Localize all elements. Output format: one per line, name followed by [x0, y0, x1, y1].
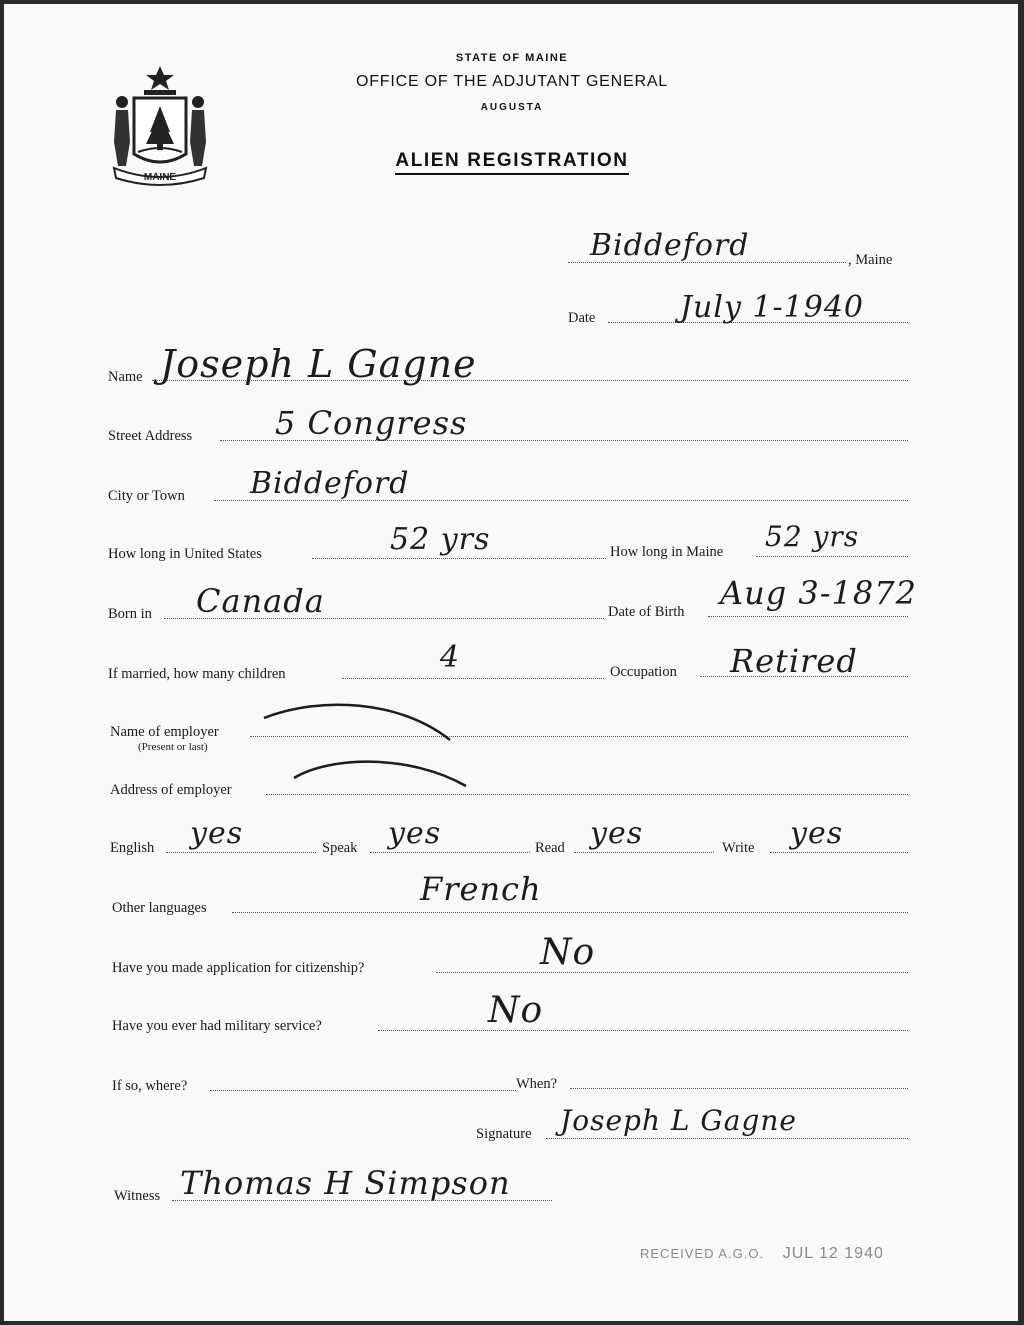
write-value: yes	[790, 816, 844, 851]
how-long-maine-label: How long in Maine	[610, 544, 724, 560]
english-value: yes	[190, 816, 244, 851]
citizenship-label: Have you made application for citizenship?	[112, 960, 365, 976]
employer-name-label: Name of employer	[110, 724, 219, 740]
occupation-value: Retired	[730, 642, 858, 680]
maine-label: , Maine	[848, 252, 893, 268]
date-of-birth-label: Date of Birth	[608, 604, 685, 620]
city-label: City or Town	[108, 488, 185, 504]
how-long-us-value: 52 yrs	[390, 522, 491, 557]
witness-value: Thomas H Simpson	[180, 1164, 511, 1202]
military-value: No	[488, 990, 544, 1031]
how-long-us-label: How long in United States	[108, 546, 262, 562]
speak-line	[370, 852, 530, 853]
employer-name-sublabel: (Present or last)	[138, 741, 208, 753]
employer-address-dash-icon	[290, 752, 470, 792]
when-label: When?	[516, 1076, 558, 1092]
read-value: yes	[590, 816, 644, 851]
form-title-text: ALIEN REGISTRATION	[395, 150, 628, 175]
born-in-label: Born in	[108, 606, 152, 622]
write-label: Write	[722, 840, 755, 856]
where-label: If so, where?	[112, 1078, 188, 1094]
english-line	[166, 852, 316, 853]
seal-label: MAINE	[143, 172, 177, 183]
children-line	[342, 678, 604, 679]
header-city: AUGUSTA	[480, 102, 544, 113]
date-value: July 1-1940	[680, 290, 864, 325]
how-long-maine-value: 52 yrs	[765, 520, 860, 553]
citizenship-value: No	[540, 932, 596, 973]
military-line	[378, 1030, 908, 1031]
where-line	[210, 1090, 516, 1091]
date-of-birth-value: Aug 3-1872	[720, 574, 917, 612]
witness-label: Witness	[114, 1188, 161, 1204]
english-label: English	[110, 840, 155, 856]
header-office: OFFICE OF THE ADJUTANT GENERAL	[355, 73, 669, 90]
children-label: If married, how many children	[108, 666, 286, 682]
street-label: Street Address	[108, 428, 193, 444]
other-languages-line	[232, 912, 908, 913]
when-line	[570, 1088, 908, 1089]
how-long-us-line	[312, 558, 606, 559]
speak-value: yes	[388, 816, 442, 851]
city-value: Biddeford	[250, 466, 410, 501]
street-value: 5 Congress	[275, 404, 468, 442]
employer-address-line	[266, 794, 908, 795]
occupation-label: Occupation	[610, 664, 677, 680]
children-value: 4	[440, 640, 461, 675]
born-in-value: Canada	[196, 582, 325, 620]
how-long-maine-line	[756, 556, 908, 557]
date-of-birth-line	[708, 616, 908, 617]
speak-label: Speak	[322, 840, 358, 856]
town-value: Biddeford	[590, 228, 750, 263]
registration-form	[4, 4, 1018, 1321]
read-line	[574, 852, 714, 853]
write-line	[770, 852, 908, 853]
header-state: STATE OF MAINE	[455, 52, 569, 64]
received-stamp	[640, 1245, 884, 1263]
read-label: Read	[535, 840, 565, 856]
date-label: Date	[568, 310, 596, 326]
signature-value: Joseph L Gagne	[560, 1104, 797, 1137]
other-languages-label: Other languages	[112, 900, 207, 916]
employer-address-label: Address of employer	[110, 782, 232, 798]
form-title	[0, 150, 1024, 172]
received-stamp-label: RECEIVED A.G.O.	[640, 1246, 765, 1261]
signature-label: Signature	[476, 1126, 532, 1142]
received-stamp-date: JUL 12 1940	[782, 1245, 884, 1262]
employer-name-dash-icon	[260, 696, 460, 746]
name-label: Name	[108, 369, 143, 385]
other-languages-value: French	[420, 870, 542, 908]
military-label: Have you ever had military service?	[112, 1018, 322, 1034]
name-value: Joseph L Gagne	[160, 342, 477, 386]
signature-line	[546, 1138, 908, 1139]
citizenship-line	[436, 972, 908, 973]
